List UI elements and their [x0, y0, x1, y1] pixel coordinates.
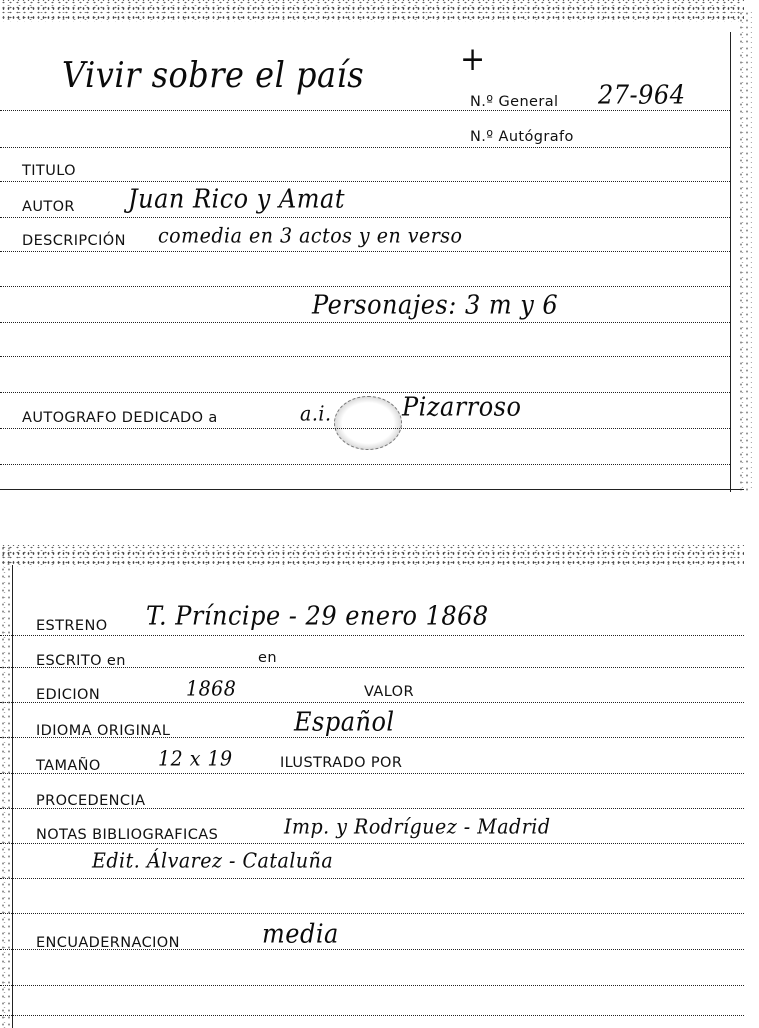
rule [0, 737, 744, 738]
rule [0, 808, 744, 809]
idioma-value: Español [294, 706, 395, 737]
personajes-value: Personajes: 3 m y 6 [312, 289, 559, 320]
valor-label: VALOR [364, 684, 414, 700]
ilustrado-label: ILUSTRADO POR [280, 755, 403, 771]
edicion-value: 1868 [186, 676, 237, 701]
rule [0, 843, 744, 844]
notas-value-line-2: Edit. Álvarez - Cataluña [92, 848, 334, 873]
general-label: N.º General [470, 94, 559, 110]
idioma-label: IDIOMA ORIGINAL [36, 723, 171, 739]
rule [0, 985, 744, 986]
rule [0, 428, 730, 429]
titulo-label: TITULO [22, 163, 76, 179]
catalog-card-top [0, 10, 744, 492]
notas-value-line-1: Imp. y Rodríguez - Madrid [284, 814, 551, 839]
rule [0, 635, 744, 636]
general-value: 27-964 [598, 79, 686, 110]
rule [0, 1015, 744, 1016]
escrito-label: ESCRITO en [36, 653, 126, 669]
title-handwritten: Vivir sobre el país [62, 54, 365, 96]
card-edge-speckle-side [0, 545, 10, 1028]
autor-value: Juan Rico y Amat [128, 183, 345, 214]
dedicado-label: AUTOGRAFO DEDICADO a [22, 410, 218, 426]
encuadernacion-value: media [262, 918, 339, 949]
rule [0, 147, 730, 148]
rule [0, 181, 730, 182]
notas-label: NOTAS BIBLIOGRAFICAS [36, 827, 219, 843]
rule [0, 322, 730, 323]
rule [0, 286, 730, 287]
estreno-label: ESTRENO [36, 618, 108, 634]
rule [0, 913, 744, 914]
card-edge-speckle [0, 0, 744, 22]
tamano-label: TAMAÑO [36, 758, 101, 774]
edicion-label: EDICION [36, 687, 101, 703]
estreno-value: T. Príncipe - 29 enero 1868 [146, 600, 489, 631]
cross-mark: + [460, 40, 486, 79]
rule [0, 251, 730, 252]
tamano-value: 12 x 19 [158, 746, 233, 771]
card-edge-speckle [0, 545, 744, 567]
rule [0, 878, 744, 879]
rule [0, 110, 730, 111]
card-bottom-edge [0, 489, 744, 490]
descripcion-label: DESCRIPCIÓN [22, 233, 126, 249]
stamp-mark [334, 396, 402, 450]
card-edge-speckle-side [738, 10, 752, 492]
autor-label: AUTOR [22, 199, 75, 215]
autografo-label: N.º Autógrafo [470, 129, 574, 145]
rule [0, 392, 730, 393]
rule [0, 949, 744, 950]
escrito-en-label: en [258, 650, 277, 666]
card-right-border [730, 32, 731, 492]
rule [0, 217, 730, 218]
rule [0, 702, 744, 703]
procedencia-label: PROCEDENCIA [36, 793, 146, 809]
encuadernacion-label: ENCUADERNACION [36, 935, 180, 951]
rule [0, 773, 744, 774]
catalog-card-bottom [0, 545, 744, 1028]
rule [0, 667, 744, 668]
rule [0, 356, 730, 357]
descripcion-value: comedia en 3 actos y en verso [158, 223, 463, 248]
rule [0, 464, 730, 465]
dedicado-value-prefix: a.i. [300, 401, 332, 426]
dedicado-value: Pizarroso [402, 391, 522, 422]
